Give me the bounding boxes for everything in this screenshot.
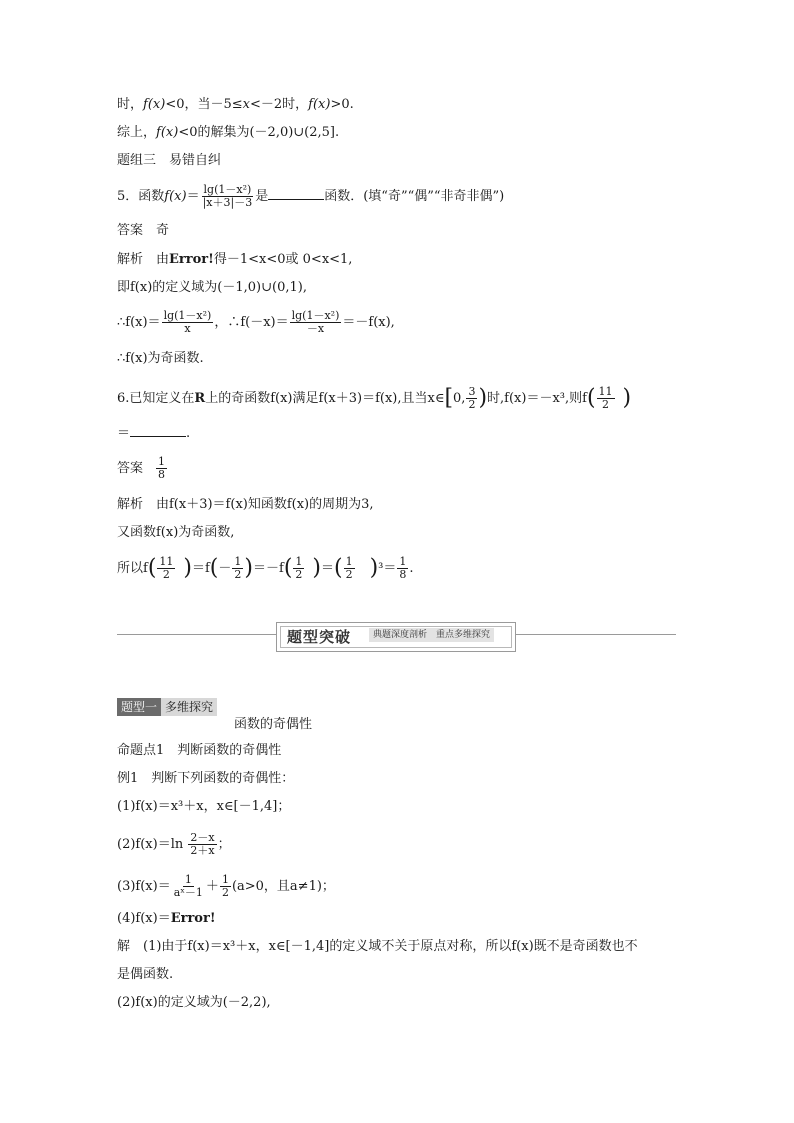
fraction: $\frac{1}{2}$ — [221, 873, 229, 899]
fraction: $\frac{11}{2}$ — [598, 385, 613, 411]
example-item: (3)f(x)＝ $\frac{1}{\text{aˣ－1}}$ ＋ $\frac{1}{2}$ (a>0，且a≠1)； — [117, 873, 335, 899]
problem-6: 6.已知定义在R上的奇函数f(x)满足f(x＋3)＝f(x),且当x∈[0, $\frac{3}{2}$ )时,f(x)＝－x³,则f( $\frac{11}{2}$ ) — [117, 385, 632, 411]
solution-line: 所以f( $\frac{11}{2}$ )＝f(－ $\frac{1}{2}$ )＝－f( $\frac{1}{2}$ )＝( $\frac{1}{2}$ )³＝ $\frac{1}{8}$ . — [117, 555, 414, 581]
example-item: (4)f(x)＝Error! — [117, 911, 216, 926]
solution-line: 又函数f(x)为奇函数, — [117, 525, 235, 540]
section-banner — [276, 622, 516, 652]
fraction: $\frac{1}{2}$ — [295, 555, 303, 581]
fraction: $\frac{1}{8}$ — [399, 555, 407, 581]
fraction: $\frac{\text{lg(1－x²)}}{x}$ — [163, 309, 212, 335]
problem-5: 5．函数f(x)＝ $\frac{\text{lg(1－x²)}}{|x+3|-3}$ 是 函数．(填“奇”“偶”“非奇非偶”) — [117, 183, 505, 209]
example-item: (2)f(x)＝ln $\frac{2-x}{2+x}$ ； — [117, 831, 231, 857]
text-line: 时，f(x)<0，当－5≤x<－2时，f(x)>0. — [117, 97, 354, 112]
answer-label: 答案 奇 — [117, 223, 170, 238]
solution-line: 解析 由Error!得－1<x<0或 0<x<1, — [117, 252, 353, 267]
example-item: (1)f(x)＝x³＋x，x∈[－1,4]； — [117, 799, 291, 814]
fraction: $\frac{1}{8}$ — [158, 455, 166, 481]
solution-line: (2)f(x)的定义域为(－2,2), — [117, 995, 271, 1010]
answer-blank[interactable] — [268, 187, 324, 200]
answer-6: 答案 $\frac{1}{8}$ — [117, 455, 166, 481]
banner-tag: 典题深度剖析 重点多维探究 — [369, 628, 494, 642]
section-heading: 题组三 易错自纠 — [117, 153, 222, 168]
banner-title: 题型突破 — [287, 628, 352, 646]
proposition-point: 命题点1 判断函数的奇偶性 — [117, 743, 282, 758]
fraction: $\frac{\text{lg(1－x²)}}{|x+3|-3}$ — [202, 183, 253, 209]
text-line: 综上，f(x)<0的解集为(－2,0)∪(2,5]. — [117, 125, 340, 140]
fraction: $\frac{1}{2}$ — [234, 555, 242, 581]
fraction: $\frac{11}{2}$ — [159, 555, 174, 581]
fraction: $\frac{3}{2}$ — [468, 385, 476, 411]
divider — [117, 634, 276, 635]
fraction: $\frac{2-x}{2+x}$ — [190, 831, 215, 857]
solution-line: ∴f(x)＝ $\frac{\text{lg(1－x²)}}{x}$ ，∴f(－x)＝ $\frac{\text{lg(1－x²)}}{-x}$ ＝－f(x), — [117, 309, 395, 335]
solution-line: 是偶函数. — [117, 967, 174, 982]
solution-line: 解析 由f(x＋3)＝f(x)知函数f(x)的周期为3, — [117, 497, 374, 512]
answer-blank[interactable] — [130, 424, 186, 437]
solution-line: ∴f(x)为奇函数. — [117, 351, 204, 366]
type-topic: 函数的奇偶性 — [234, 717, 313, 732]
problem-6-line2: ＝ . — [117, 426, 191, 441]
solution-line: 解 (1)由于f(x)＝x³＋x，x∈[－1,4]的定义域不关于原点对称，所以f(x)既不是奇函数也不 — [117, 939, 638, 954]
example-heading: 例1 判断下列函数的奇偶性： — [117, 771, 295, 786]
fraction: $\frac{\text{lg(1－x²)}}{-x}$ — [291, 309, 340, 335]
divider — [514, 634, 676, 635]
type-tag: 题型一 多维探究 — [117, 698, 217, 717]
fraction: $\frac{1}{\text{aˣ－1}}$ — [173, 873, 203, 899]
solution-line: 即f(x)的定义域为(－1,0)∪(0,1), — [117, 280, 307, 295]
fraction: $\frac{1}{2}$ — [345, 555, 353, 581]
